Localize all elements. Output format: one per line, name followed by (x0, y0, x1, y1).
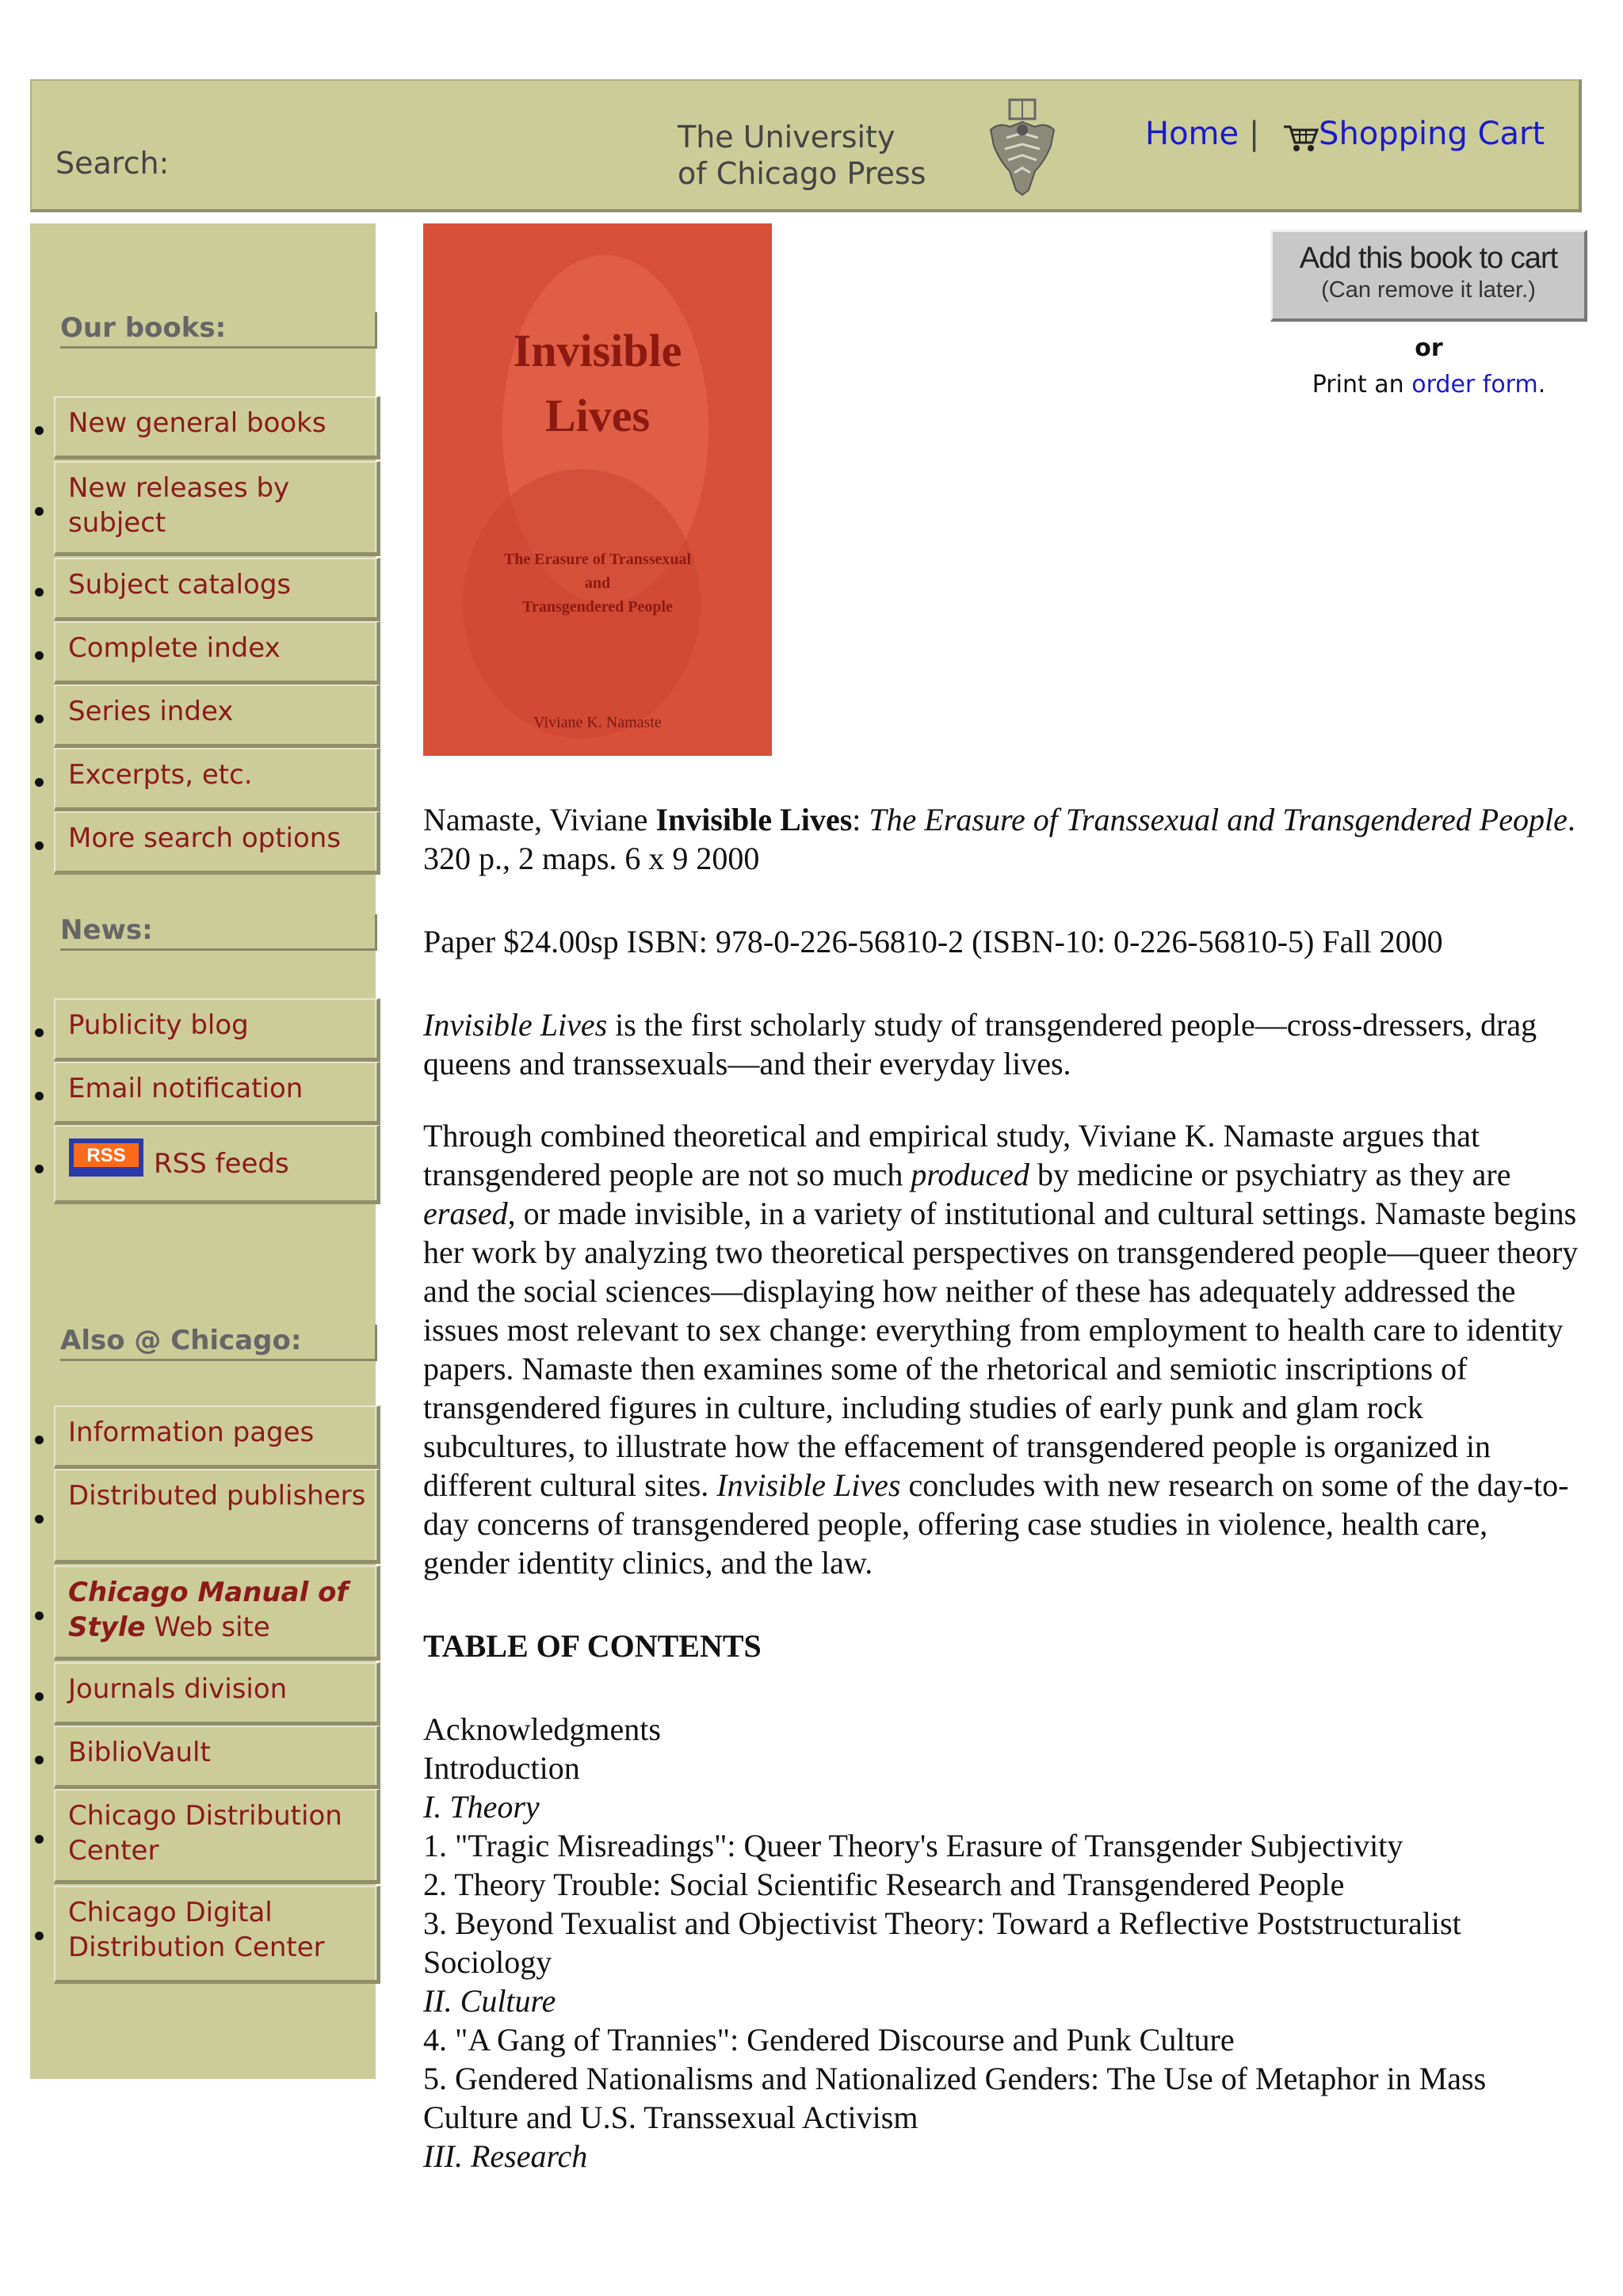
toc-list (423, 1710, 1580, 2176)
our-books-heading: Our books: (60, 312, 377, 349)
sidebar-item-label: Email notification (68, 1073, 304, 1104)
header-separator: | (1248, 116, 1260, 152)
cover-subtitle-line2: and (584, 574, 611, 592)
news-heading: News: (60, 914, 377, 951)
sidebar-item-series-index[interactable] (54, 685, 380, 748)
bullet (35, 1515, 44, 1524)
sidebar (30, 223, 376, 2079)
phoenix-crest-icon[interactable] (983, 98, 1062, 196)
sidebar-item-bibliovault[interactable] (54, 1726, 380, 1789)
sidebar-item-email-notification[interactable] (54, 1062, 380, 1125)
sidebar-item-label: More search options (68, 822, 342, 854)
description-italic-title: Invisible Lives (716, 1467, 901, 1503)
sidebar-item-label: RSS feeds (154, 1148, 289, 1180)
add-to-cart-sublabel: (Can remove it later.) (1321, 277, 1536, 303)
sidebar-item-publicity-blog[interactable] (54, 998, 380, 1062)
add-to-cart-label: Add this book to cart (1299, 242, 1558, 275)
bullet (35, 1165, 44, 1173)
press-name-line2: of Chicago Press (678, 156, 926, 191)
or-text: or (1415, 334, 1443, 362)
shopping-cart-link[interactable]: Shopping Cart (1319, 116, 1545, 152)
bullet (35, 1611, 44, 1620)
sidebar-item-journals-division[interactable] (54, 1662, 380, 1726)
bullet (35, 1692, 44, 1701)
sidebar-item-label: Series index (68, 696, 234, 727)
description-part1: Through combined theoretical and empirical study, Viviane K. Namaste argues that transgendered people are not so much (423, 1118, 1480, 1192)
sidebar-item-chicago-distribution-center[interactable] (54, 1789, 380, 1884)
press-logo-text[interactable] (678, 119, 926, 192)
cover-title-line1: Invisible (513, 325, 682, 376)
print-prefix: Print an (1312, 371, 1404, 399)
home-link[interactable]: Home (1145, 116, 1239, 152)
sidebar-item-label: BiblioVault (68, 1737, 211, 1768)
toc-heading: TABLE OF CONTENTS (423, 1628, 762, 1664)
description-part2: by medicine or psychiatry as they are (1029, 1157, 1511, 1192)
sidebar-item-label: Chicago Digital Distribution Center (68, 1897, 325, 1963)
bullet (35, 1932, 44, 1940)
site-header (30, 79, 1582, 212)
sidebar-item-chicago-manual-of-style[interactable] (54, 1566, 380, 1661)
bullet (35, 588, 44, 597)
rss-row (55, 1127, 376, 1181)
cover-subtitle-line3: Transgendered People (522, 598, 673, 616)
sidebar-item-label: Subject catalogs (68, 569, 292, 601)
cover-subtitle-line1: The Erasure of Transsexual (503, 551, 692, 568)
rss-badge-icon (68, 1138, 144, 1177)
sidebar-item-more-search-options[interactable] (54, 811, 380, 875)
bullet (35, 1835, 44, 1844)
rss-badge-text: RSS (86, 1145, 126, 1166)
press-name-line1: The University (678, 120, 896, 154)
blurb-title: Invisible Lives (423, 1007, 608, 1043)
sidebar-item-new-general-books[interactable] (54, 396, 380, 460)
book-cover-image[interactable] (423, 223, 772, 756)
price-isbn-line: Paper $24.00sp ISBN: 978-0-226-56810-2 (ISBN-10: 0-226-56810-5) Fall 2000 (423, 924, 1443, 959)
toc-item: 1. "Tragic Misreadings": Queer Theory's Erasure of Transgender Subjectivity (423, 1828, 1403, 1863)
toc-part: II. Culture (423, 1983, 556, 2019)
sidebar-item-distributed-publishers[interactable] (54, 1469, 380, 1564)
book-specs: . 320 p., 2 maps. 6 x 9 2000 (423, 802, 1575, 876)
sidebar-item-label: New releases by subject (68, 472, 290, 539)
toc-part: I. Theory (423, 1789, 540, 1825)
book-author: Namaste, Viviane (423, 802, 648, 837)
print-suffix: . (1537, 371, 1546, 399)
print-order-form-line (1268, 371, 1590, 399)
bullet (35, 778, 44, 787)
bullet (35, 1436, 44, 1444)
sidebar-item-excerpts[interactable] (54, 748, 380, 811)
book-title: Invisible Lives (655, 802, 853, 837)
sidebar-item-complete-index[interactable] (54, 621, 380, 685)
sidebar-item-information-pages[interactable] (54, 1405, 380, 1469)
cover-title-line2: Lives (544, 390, 651, 441)
cover-author: Viviane K. Namaste (533, 714, 662, 731)
bullet (35, 841, 44, 850)
cmos-suffix: Web site (154, 1611, 270, 1643)
also-at-chicago-heading: Also @ Chicago: (60, 1325, 377, 1361)
book-details (423, 800, 1580, 2176)
description-produced: produced (911, 1157, 1029, 1192)
bullet (35, 426, 44, 435)
order-form-link[interactable]: order form (1411, 371, 1538, 399)
sidebar-item-label: Excerpts, etc. (68, 759, 253, 791)
book-subtitle: The Erasure of Transsexual and Transgendered People (869, 802, 1568, 837)
sidebar-item-new-releases-by-subject[interactable] (54, 461, 380, 556)
book-citation (423, 800, 1580, 878)
sidebar-item-label: Chicago Distribution Center (68, 1800, 342, 1867)
sidebar-item-subject-catalogs[interactable] (54, 558, 380, 621)
toc-item: 3. Beyond Texualist and Objectivist Theory: Toward a Reflective Poststructuralist Sociology (423, 1905, 1461, 1980)
blurb-text: is the first scholarly study of transgendered people—cross-dressers, drag queens and transsexuals—and their everyday lives. (423, 1007, 1537, 1081)
sidebar-item-chicago-digital-distribution-center[interactable] (54, 1886, 380, 1984)
bullet (35, 507, 44, 516)
bullet (35, 715, 44, 723)
toc-item: 5. Gendered Nationalisms and Nationalized Genders: The Use of Metaphor in Mass Culture and U.S. Transsexual Activism (423, 2061, 1487, 2135)
toc-item: 2. Theory Trouble: Social Scientific Research and Transgendered People (423, 1867, 1345, 1902)
search-label: Search: (55, 146, 170, 181)
sidebar-item-label: Complete index (68, 632, 281, 664)
description-erased: erased (423, 1196, 508, 1231)
title-colon: : (852, 802, 861, 837)
bullet (35, 1756, 44, 1764)
bullet (35, 1028, 44, 1037)
bullet (35, 1092, 44, 1100)
sidebar-item-label: Journals division (68, 1673, 288, 1705)
cmos-label (55, 1567, 376, 1645)
sidebar-item-label: Publicity blog (68, 1009, 249, 1041)
header-links (1145, 116, 1545, 152)
sidebar-item-label: Distributed publishers (68, 1480, 366, 1512)
description-part3: , or made invisible, in a variety of institutional and cultural settings. Namaste begins her work by analyzing two theoretical perspectives on transgendered people—queer theory and the social sciences—displaying how neither of these has adequately addressed the issues most relevant to sex change: everything from employment to health care to identity papers. Namaste then examines some of the rhetorical and semiotic inscriptions of transgendered figures in culture, including studies of early punk and glam rock subcultures, to illustrate how the effacement of transgendered people is organized in different cultural sites. (423, 1196, 1579, 1503)
shopping-cart-icon[interactable] (1282, 122, 1319, 152)
sidebar-item-rss-feeds[interactable] (54, 1125, 380, 1204)
sidebar-item-label: Information pages (68, 1417, 315, 1448)
book-blurb (423, 1005, 1580, 1083)
cmos-title: Chicago Manual of Style (68, 1577, 349, 1643)
sidebar-item-label: New general books (68, 407, 327, 439)
toc-part: III. Research (423, 2138, 588, 2174)
toc-item: Acknowledgments (423, 1711, 661, 1747)
toc-item: 4. "A Gang of Trannies": Gendered Discourse and Punk Culture (423, 2022, 1235, 2058)
bullet (35, 651, 44, 660)
book-description (423, 1116, 1580, 1582)
toc-item: Introduction (423, 1750, 580, 1786)
add-to-cart-button[interactable] (1270, 230, 1587, 322)
description-part4: concludes with new research on some of the day-to-day concerns of transgendered people, offering case studies in violence, health care, gender identity clinics, and the law. (423, 1467, 1569, 1581)
